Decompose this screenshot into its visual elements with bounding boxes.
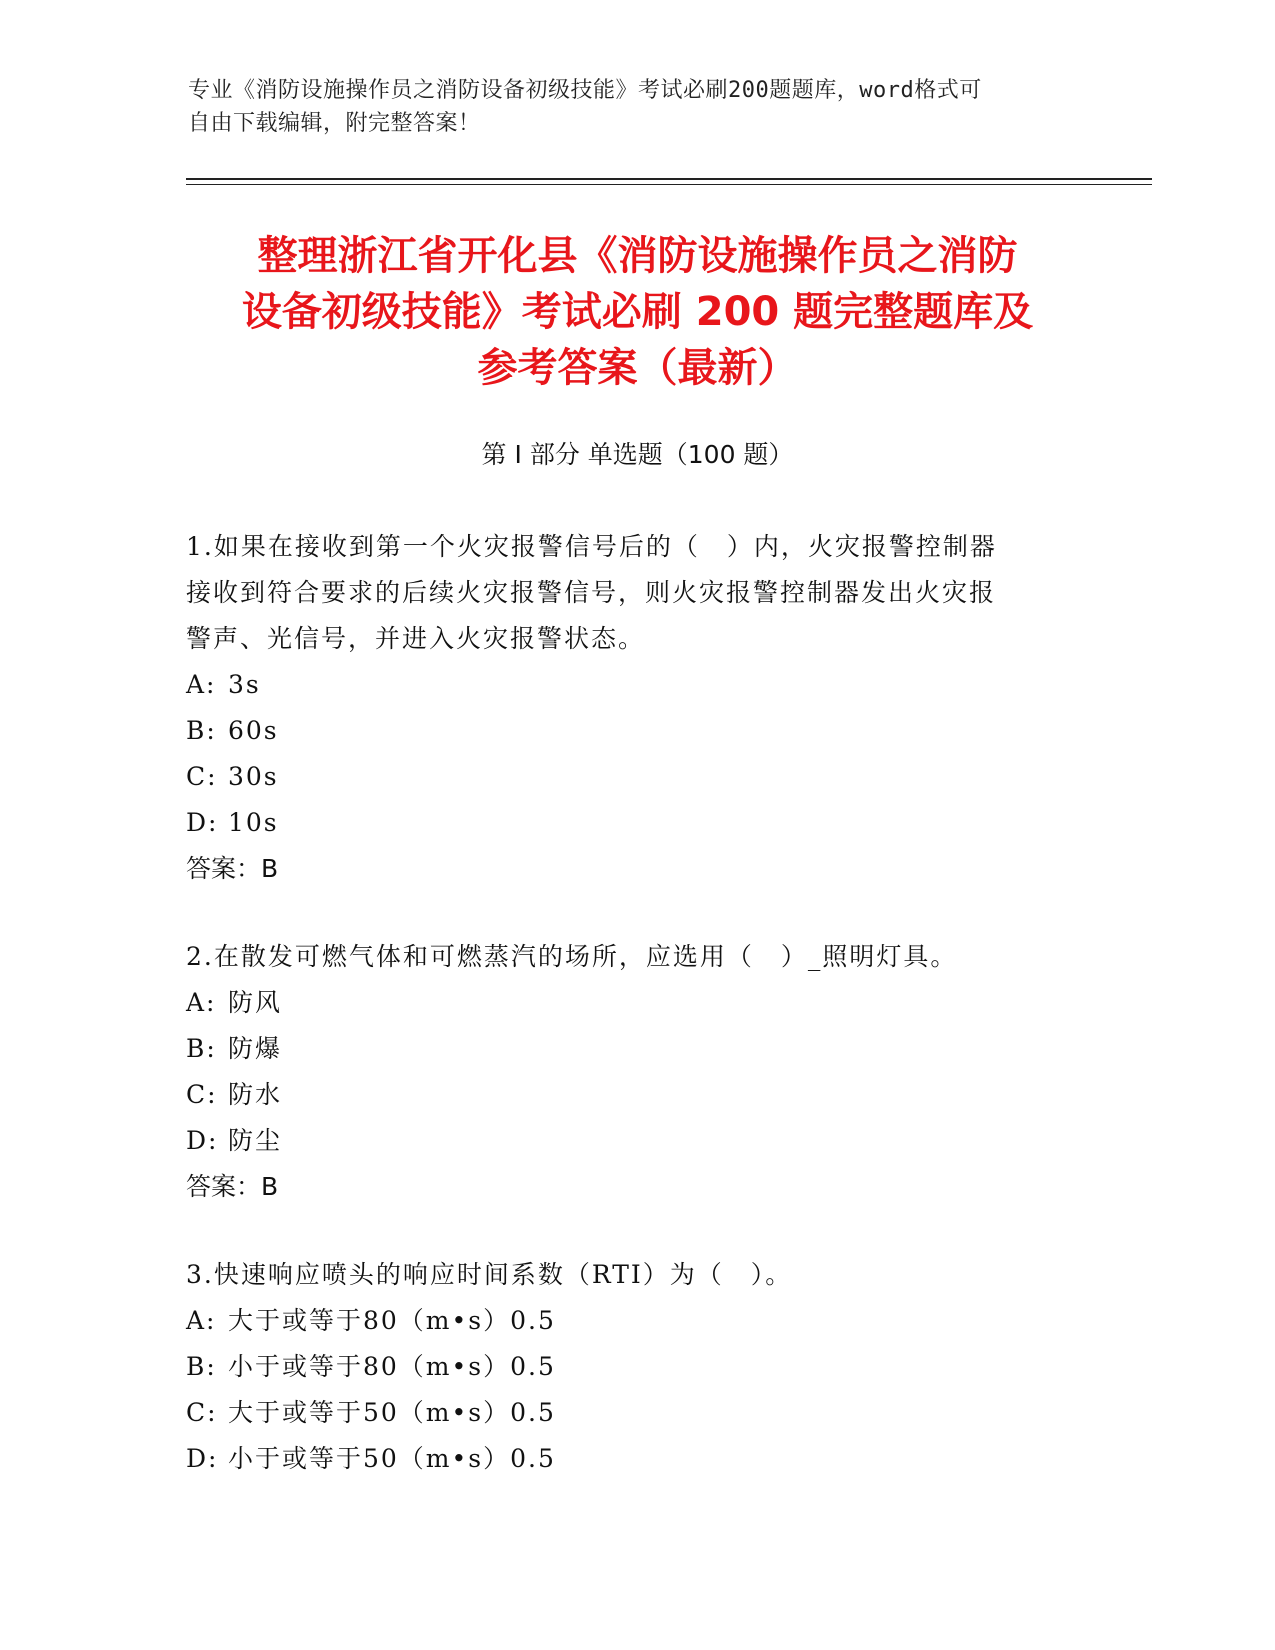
question-1-stem-line-3: 警声、光信号，并进入火灾报警状态。 — [186, 624, 646, 653]
question-3-option-b — [186, 1344, 1066, 1390]
question-1-answer: 答案：B — [186, 854, 279, 883]
header-note-line-1: 专业《消防设施操作员之消防设备初级技能》考试必刷200题题库，word格式可 — [188, 78, 982, 103]
question-2-answer: 答案：B — [186, 1172, 279, 1201]
option-key: A: — [186, 988, 217, 1017]
document-title-line-3: 参考答案（最新） — [477, 345, 798, 391]
question-2-stem-line-1: 2.在散发可燃气体和可燃蒸汽的场所，应选用（ ）_照明灯具。 — [186, 942, 958, 971]
header-note-line-2: 自由下载编辑，附完整答案！ — [188, 111, 481, 136]
option-key: D: — [186, 1126, 219, 1155]
option-text: 防水 — [228, 1080, 283, 1109]
question-3-option-c — [186, 1390, 1066, 1436]
question-1-stem-line-2: 接收到符合要求的后续火灾报警信号，则火灾报警控制器发出火灾报 — [186, 578, 997, 607]
header-note — [188, 74, 1068, 140]
question-1 — [186, 524, 1066, 892]
question-2-option-d — [186, 1118, 1066, 1164]
header-rule-thick — [186, 178, 1152, 180]
question-2 — [186, 934, 1066, 1210]
option-key: D: — [186, 1444, 219, 1473]
question-1-option-d — [186, 800, 1066, 846]
option-text: 60s — [228, 716, 279, 745]
question-3-option-d — [186, 1436, 1066, 1482]
document-title — [150, 228, 1125, 396]
option-key: B: — [186, 716, 217, 745]
option-text: 防尘 — [228, 1126, 283, 1155]
question-2-option-b — [186, 1026, 1066, 1072]
header-rule-thin — [186, 184, 1152, 185]
option-key: A: — [186, 1306, 217, 1335]
option-key: B: — [186, 1352, 217, 1381]
option-text: 防爆 — [228, 1034, 283, 1063]
option-text: 10s — [228, 808, 279, 837]
option-text: 30s — [228, 762, 279, 791]
question-1-option-a — [186, 662, 1066, 708]
option-key: C: — [186, 1398, 218, 1427]
option-key: D: — [186, 808, 219, 837]
option-text: 小于或等于50（m•s）0.5 — [228, 1444, 556, 1473]
question-1-option-b — [186, 708, 1066, 754]
option-text: 3s — [228, 670, 261, 699]
question-1-option-c — [186, 754, 1066, 800]
option-text: 小于或等于80（m•s）0.5 — [228, 1352, 556, 1381]
option-key: C: — [186, 762, 218, 791]
option-text: 大于或等于50（m•s）0.5 — [228, 1398, 556, 1427]
option-key: B: — [186, 1034, 217, 1063]
question-3-option-a — [186, 1298, 1066, 1344]
document-title-line-2: 设备初级技能》考试必刷 200 题完整题库及 — [241, 289, 1034, 335]
question-3 — [186, 1252, 1066, 1482]
question-2-option-a — [186, 980, 1066, 1026]
option-key: A: — [186, 670, 217, 699]
question-1-stem-line-1: 1.如果在接收到第一个火灾报警信号后的（ ）内，火灾报警控制器 — [186, 532, 997, 561]
option-text: 大于或等于80（m•s）0.5 — [228, 1306, 556, 1335]
option-key: C: — [186, 1080, 218, 1109]
section-title: 第 I 部分 单选题（100 题） — [481, 440, 794, 469]
option-text: 防风 — [228, 988, 283, 1017]
document-title-line-1: 整理浙江省开化县《消防设施操作员之消防 — [257, 233, 1018, 279]
question-3-stem-line-1: 3.快速响应喷头的响应时间系数（RTI）为（ ）。 — [186, 1260, 793, 1289]
question-2-option-c — [186, 1072, 1066, 1118]
